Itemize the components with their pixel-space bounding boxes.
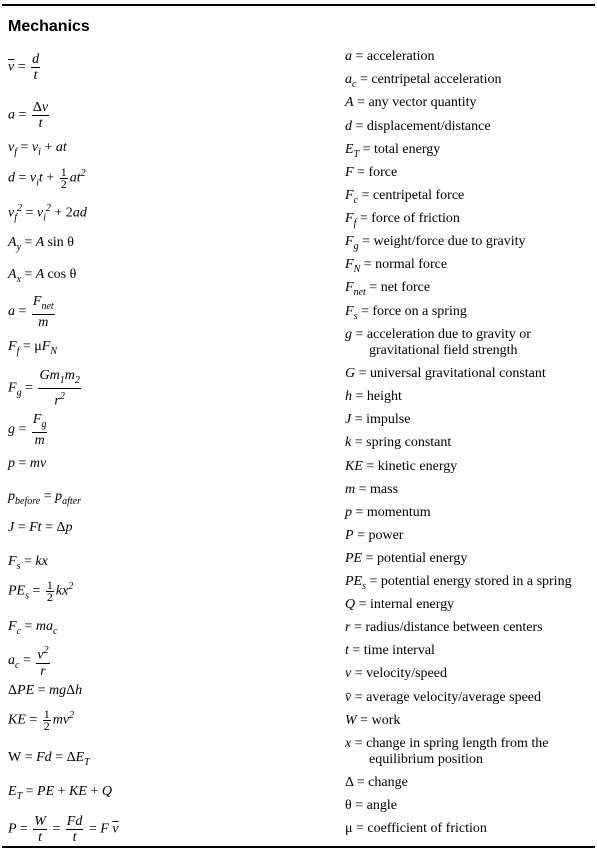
definition-row: d = displacement/distance xyxy=(345,119,491,134)
definition-row: F = force xyxy=(345,165,398,180)
definition-symbol: $F_g$ xyxy=(345,234,359,252)
definition-text: universal gravitational constant xyxy=(370,366,546,381)
definition-text: force of friction xyxy=(371,211,460,226)
formula-field-strength: g = $\frac{F_g}{m}$ xyxy=(8,412,47,448)
definition-text: force xyxy=(368,165,398,180)
bottom-rule xyxy=(2,846,595,848)
definition-text: force on a spring xyxy=(372,304,467,319)
formula-gravitation: $F_g$ = $\frac{Gm_1m_2}{r^2}$ xyxy=(8,368,80,409)
formula-total-energy: $E_T$ = PE + KE + Q xyxy=(8,784,112,802)
definition-symbol: KE xyxy=(345,459,363,474)
definition-row: $F_c$ = centripetal force xyxy=(345,188,465,206)
formula-average-velocity: $\overline{v}$ = $\frac{d}{t}$ xyxy=(8,52,40,83)
top-rule xyxy=(2,4,595,6)
definition-row: $PE_s$ = potential energy stored in a spring xyxy=(345,574,572,592)
definition-text: angle xyxy=(366,798,397,813)
definition-text: power xyxy=(368,528,404,543)
definition-text: average velocity/average speed xyxy=(366,690,542,705)
definition-row: $a_c$ = centripetal acceleration xyxy=(345,72,502,90)
definition-row: r = radius/distance between centers xyxy=(345,620,543,635)
definition-row: A = any vector quantity xyxy=(345,95,477,110)
formula-friction: $F_f = \mu F_N$ xyxy=(8,339,57,357)
definition-row: $F_f$ = force of friction xyxy=(345,211,460,229)
definition-symbol: v xyxy=(345,666,352,681)
formula-centripetal-acceleration: $a_c$ = $\frac{v^2}{r}$ xyxy=(8,645,49,679)
definition-symbol: r xyxy=(345,620,351,635)
definition-text: normal force xyxy=(375,257,448,272)
formula-momentum: p = mv xyxy=(8,456,47,471)
definition-text: velocity/speed xyxy=(366,666,447,681)
formula-acceleration: a = $\frac{\Delta v}{t}$ xyxy=(8,100,49,131)
definition-row: $F_s$ = force on a spring xyxy=(345,304,467,322)
formula-impulse: J = Ft = Δp xyxy=(8,520,73,535)
formula-momentum-conservation: $p_{before} = p_{after}$ xyxy=(8,489,81,507)
definition-row: m = mass xyxy=(345,482,399,497)
definition-symbol: $E_T$ xyxy=(345,142,360,160)
definition-symbol: t xyxy=(345,643,349,658)
definition-text: acceleration xyxy=(366,49,435,64)
definition-text: potential energy xyxy=(377,551,468,566)
definition-row: θ = angle xyxy=(345,798,397,813)
definition-text: coefficient of friction xyxy=(367,821,487,836)
formula-velocity-squared: $v_f^2 = v_i^2 + 2ad$ xyxy=(8,203,87,224)
definition-text: height xyxy=(366,389,402,404)
definition-row: PE = potential energy xyxy=(345,551,468,566)
formula-centripetal-force: $F_c = ma_c$ xyxy=(8,619,58,637)
formula-ax: $A_x = A$ cos θ xyxy=(8,267,77,285)
definition-symbol: Q xyxy=(345,597,356,612)
definition-text: net force xyxy=(380,280,431,295)
formula-displacement: $d = v_it$ + $\frac{1}{2}$ $at^2$ xyxy=(8,165,86,191)
definition-text: acceleration due to gravity or xyxy=(366,327,531,342)
definition-symbol: h xyxy=(345,389,352,404)
definition-symbol: x xyxy=(345,736,352,751)
definition-text: centripetal acceleration xyxy=(371,72,502,87)
definition-text: spring constant xyxy=(366,435,452,450)
definition-row: Q = internal energy xyxy=(345,597,455,612)
definition-text: weight/force due to gravity xyxy=(373,234,526,249)
definition-text: mass xyxy=(370,482,399,497)
definition-symbol: $F_s$ xyxy=(345,304,358,322)
definition-text-continued: equilibrium position xyxy=(369,752,483,767)
definition-row: a = acceleration xyxy=(345,49,435,64)
formula-ay: $A_y = A$ sin θ xyxy=(8,235,75,253)
definition-symbol: v̄ xyxy=(345,690,352,705)
definition-row: g = acceleration due to gravity or gravitational field strength xyxy=(345,327,595,359)
definition-symbol: $F_N$ xyxy=(345,257,361,275)
definition-row: μ = coefficient of friction xyxy=(345,821,487,836)
definition-symbol: A xyxy=(345,95,354,110)
definition-symbol: $F_f$ xyxy=(345,211,357,229)
definition-row: G = universal gravitational constant xyxy=(345,366,546,381)
definition-symbol: k xyxy=(345,435,352,450)
definition-symbol: μ xyxy=(345,821,353,836)
definition-text: centripetal force xyxy=(372,188,465,203)
definition-row: v̄ = average velocity/average speed xyxy=(345,690,542,705)
definition-text: change xyxy=(368,775,408,790)
definition-text: impulse xyxy=(366,412,411,427)
definition-symbol: PE xyxy=(345,551,363,566)
definition-row: $F_{net}$ = net force xyxy=(345,280,431,298)
definition-symbol: G xyxy=(345,366,356,381)
formula-work: $W = Fd = \Delta E_T$ xyxy=(8,750,90,768)
definition-row: x = change in spring length from the equilibrium position xyxy=(345,736,595,768)
definition-symbol: Δ xyxy=(345,775,354,790)
definition-symbol: $PE_s$ xyxy=(345,574,367,592)
formula-hooke: $F_s$ = kx xyxy=(8,554,48,572)
definition-symbol: F xyxy=(345,165,354,180)
definition-symbol: $F_c$ xyxy=(345,188,359,206)
definition-row: P = power xyxy=(345,528,404,543)
definition-text: work xyxy=(371,713,401,728)
definition-row: h = height xyxy=(345,389,402,404)
definition-row: W = work xyxy=(345,713,401,728)
definition-text: any vector quantity xyxy=(368,95,477,110)
definition-symbol: m xyxy=(345,482,356,497)
definition-text: kinetic energy xyxy=(377,459,458,474)
definition-symbol: W xyxy=(345,713,357,728)
definition-symbol: θ xyxy=(345,798,352,813)
formula-final-velocity: $v_f = v_i$ + at xyxy=(8,140,67,158)
formula-newton-second: a = $\frac{F_{net}}{m}$ xyxy=(8,294,54,330)
definition-row: p = momentum xyxy=(345,505,431,520)
definition-symbol: $F_{net}$ xyxy=(345,280,366,298)
definition-row: $F_g$ = weight/force due to gravity xyxy=(345,234,526,252)
formula-kinetic-energy: KE = $\frac{1}{2}$ $mv^2$ xyxy=(8,707,75,733)
definition-row: $F_N$ = normal force xyxy=(345,257,448,275)
definition-text: internal energy xyxy=(370,597,455,612)
definition-symbol: d xyxy=(345,119,352,134)
definition-row: v = velocity/speed xyxy=(345,666,447,681)
definition-row: t = time interval xyxy=(345,643,435,658)
formula-potential-energy: ΔPE = mgΔh xyxy=(8,683,83,698)
definition-text: total energy xyxy=(374,142,441,157)
definition-row: Δ = change xyxy=(345,775,408,790)
formula-spring-energy: $PE_s$ = $\frac{1}{2}$ $kx^2$ xyxy=(8,578,74,604)
definition-symbol: J xyxy=(345,412,352,427)
definition-text: radius/distance between centers xyxy=(365,620,543,635)
definition-text: time interval xyxy=(363,643,435,658)
definition-row: J = impulse xyxy=(345,412,411,427)
definition-text: momentum xyxy=(366,505,431,520)
definition-symbol: p xyxy=(345,505,352,520)
definition-text: potential energy stored in a spring xyxy=(380,574,572,589)
definition-text: change in spring length from the xyxy=(366,736,549,751)
definition-symbol: $a_c$ xyxy=(345,72,357,90)
formula-power: P = $\frac{W}{t}$ = $\frac{Fd}{t}$ = F $\overline{v}$ xyxy=(8,814,119,845)
definition-row: k = spring constant xyxy=(345,435,452,450)
definition-text-continued: gravitational field strength xyxy=(369,343,518,358)
section-title: Mechanics xyxy=(8,18,90,35)
definition-row: $E_T$ = total energy xyxy=(345,142,441,160)
definition-text: displacement/distance xyxy=(366,119,491,134)
definition-row: KE = kinetic energy xyxy=(345,459,458,474)
definition-symbol: a xyxy=(345,49,352,64)
definition-symbol: P xyxy=(345,528,354,543)
definition-symbol: g xyxy=(345,327,352,342)
